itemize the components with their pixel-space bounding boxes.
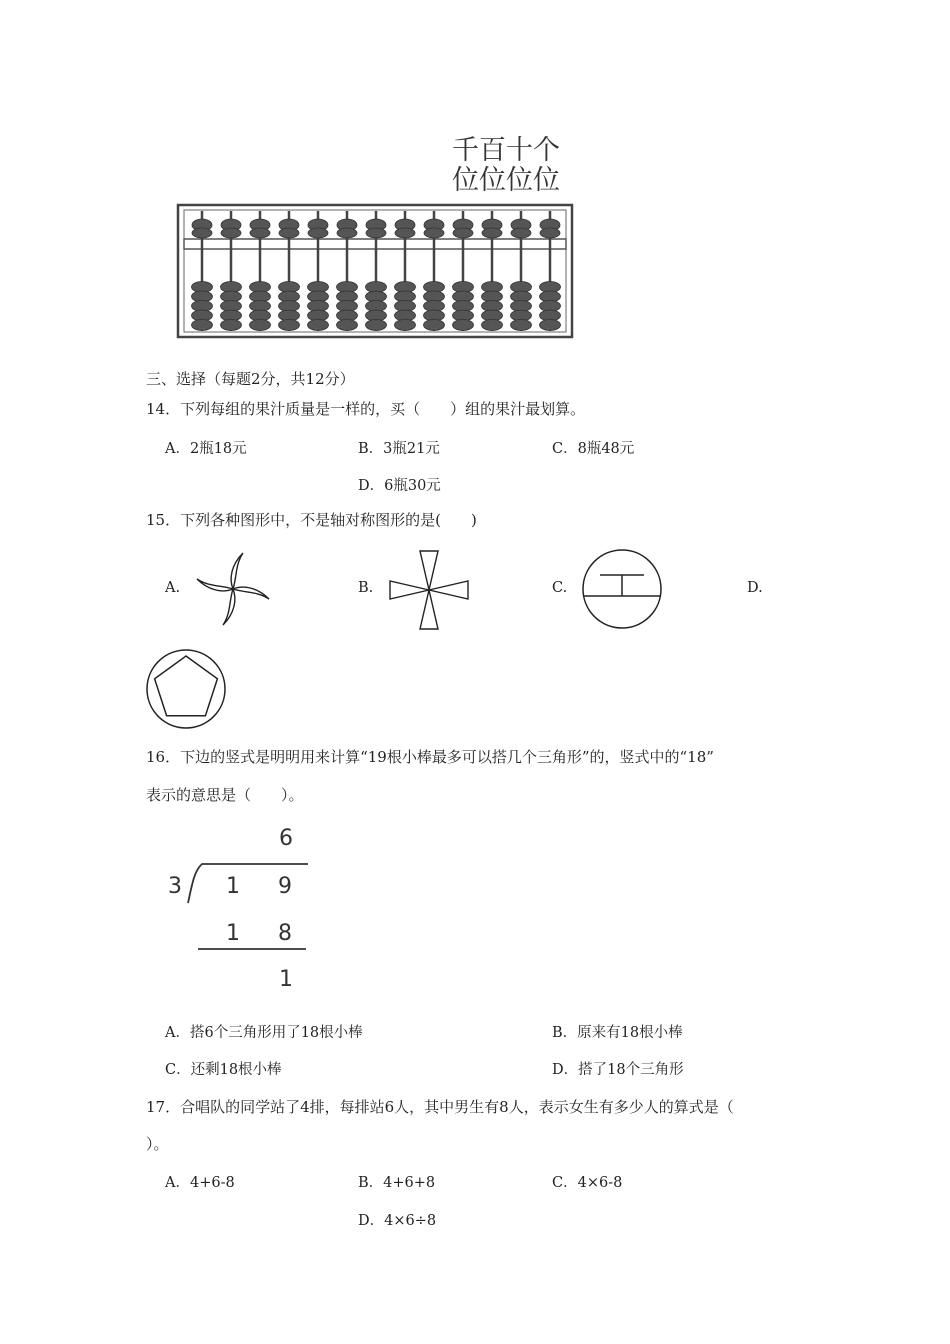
abacus-bead xyxy=(511,320,532,331)
q15-option-b: B. xyxy=(358,580,374,596)
q17-option-d: D．4×6÷8 xyxy=(358,1213,437,1229)
q14-option-d: D．6瓶30元 xyxy=(358,478,441,494)
abacus-bead xyxy=(395,228,415,238)
division-product-ones: 8 xyxy=(278,921,292,946)
q17-option-c: C．4×6-8 xyxy=(552,1175,623,1191)
abacus-bead xyxy=(424,320,445,331)
circle-gong-icon xyxy=(581,548,663,630)
q14-option-c: C．8瓶48元 xyxy=(552,441,635,457)
q16-option-c: C．还剩18根小棒 xyxy=(165,1062,282,1078)
abacus-bead xyxy=(308,228,328,238)
abacus-bead xyxy=(337,228,357,238)
question-16-text-line1: 16．下边的竖式是明明用来计算“19根小棒最多可以搭几个三角形”的，竖式中的“18” xyxy=(146,748,714,766)
abacus-bead xyxy=(395,320,416,331)
abacus-bead xyxy=(366,228,386,238)
abacus-bead xyxy=(250,228,270,238)
abacus-bead xyxy=(511,228,531,238)
abacus-bead xyxy=(540,228,560,238)
q16-option-b: B．原来有18根小棒 xyxy=(552,1025,683,1041)
division-remainder: 1 xyxy=(279,967,293,992)
abacus-figure xyxy=(178,205,578,345)
q16-option-a: A．搭6个三角形用了18根小棒 xyxy=(165,1025,363,1041)
q17-option-b: B．4+6+8 xyxy=(358,1175,436,1191)
division-quotient: 6 xyxy=(279,826,293,851)
abacus-bead xyxy=(192,228,212,238)
abacus-bead xyxy=(453,228,473,238)
section-title: 三、选择（每题2分，共12分） xyxy=(146,370,355,388)
division-dividend-ones: 9 xyxy=(278,874,292,899)
q15-option-a: A. xyxy=(165,580,181,596)
question-17-text-line2: ）。 xyxy=(146,1135,169,1153)
abacus-bead xyxy=(366,320,387,331)
q14-option-a: A．2瓶18元 xyxy=(165,441,247,457)
abacus-bead xyxy=(279,320,300,331)
abacus-place-label-bottom: 位位位位 xyxy=(452,165,560,196)
abacus-place-labels xyxy=(452,136,560,196)
question-16-text-line2: 表示的意思是（ ）。 xyxy=(146,786,304,804)
abacus-bead xyxy=(279,228,299,238)
abacus-place-label-top: 千百十个 xyxy=(452,135,560,166)
abacus-bead xyxy=(221,228,241,238)
abacus-bead xyxy=(221,320,242,331)
q16-option-d: D．搭了18个三角形 xyxy=(552,1062,684,1078)
division-divisor: 3 xyxy=(168,874,182,899)
q15-option-c: C. xyxy=(552,580,568,596)
abacus-bead xyxy=(453,320,474,331)
abacus-bead xyxy=(337,320,358,331)
abacus-bead xyxy=(250,320,271,331)
question-14-text: 14．下列每组的果汁质量是一样的，买（ ）组的果汁最划算。 xyxy=(146,400,586,418)
abacus-bead xyxy=(482,320,503,331)
abacus-bead xyxy=(308,320,329,331)
circle-pentagon-icon xyxy=(145,648,227,730)
abacus-bead xyxy=(192,320,213,331)
pinwheel-icon xyxy=(193,549,273,629)
division-dividend-tens: 1 xyxy=(226,874,240,899)
question-15-text: 15．下列各种图形中，不是轴对称图形的是( ) xyxy=(146,511,477,529)
q17-option-a: A．4+6-8 xyxy=(165,1175,235,1191)
abacus-bead xyxy=(540,320,561,331)
abacus-bead xyxy=(482,228,502,238)
division-product-tens: 1 xyxy=(226,921,240,946)
question-17-text-line1: 17．合唱队的同学站了4排，每排站6人，其中男生有8人，表示女生有多少人的算式是（ xyxy=(146,1098,734,1116)
abacus-bead xyxy=(424,228,444,238)
q15-option-d: D. xyxy=(747,580,763,596)
q14-option-b: B．3瓶21元 xyxy=(358,441,440,457)
bowtie-cross-icon xyxy=(388,549,470,631)
division-bracket xyxy=(180,855,340,995)
